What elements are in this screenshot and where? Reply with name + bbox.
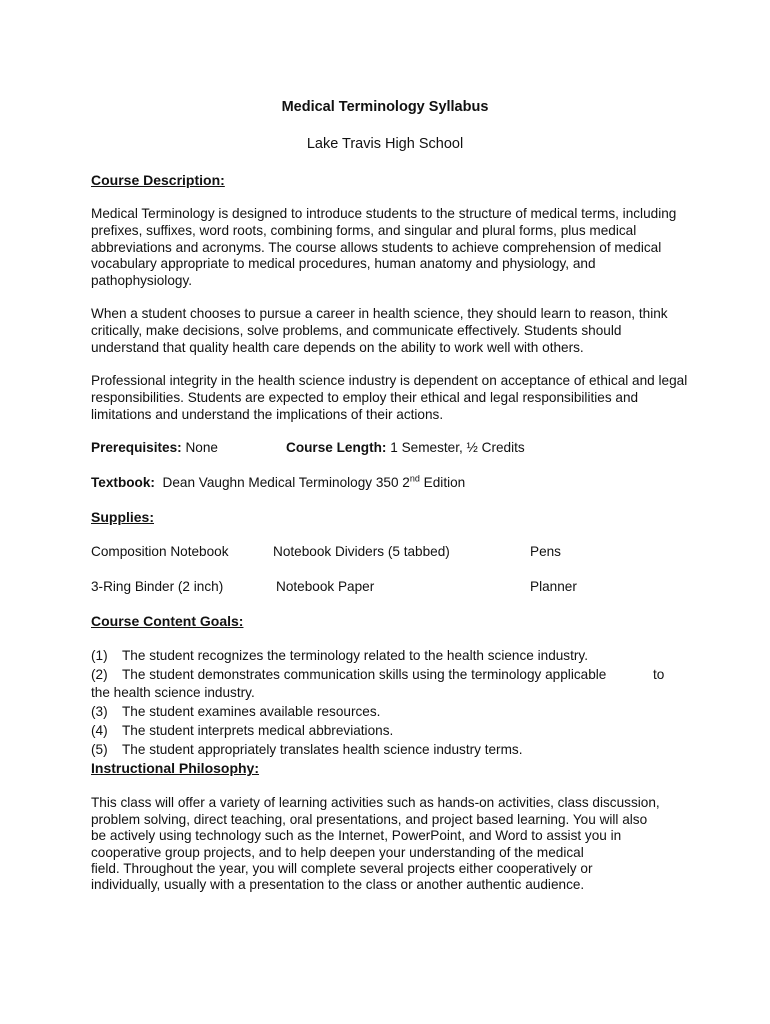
school-name: Lake Travis High School: [306, 136, 464, 152]
supplies-heading: Supplies:: [91, 509, 155, 525]
supply-item: Planner: [530, 579, 577, 594]
textbook-value: Dean Vaughn Medical Terminology 350 2: [154, 475, 410, 490]
goal-text: The student recognizes the terminology related to the health science industry.: [122, 648, 588, 663]
course-description-paragraph-1: Medical Terminology is designed to introduce students to the structure of medical terms, including prefixes, suffixes, word roots, combining forms, and singular and plural forms, plus medical abbreviations and acronyms. The course allows students to achieve comprehension of medical vocabulary appropriate to medical procedures, human anatomy and physiology, and pathophysiology.: [91, 206, 677, 289]
goal-number: (1): [91, 648, 108, 663]
goal-text-trailing: to: [653, 667, 665, 682]
document-title: Medical Terminology Syllabus: [281, 99, 489, 115]
textbook-label: Textbook:: [91, 475, 155, 490]
goal-text: The student demonstrates communication skills using the terminology applicable: [122, 667, 607, 682]
goal-item: [91, 742, 522, 757]
supply-item: Composition Notebook: [91, 544, 229, 559]
textbook-edition-suffix: Edition: [419, 475, 466, 490]
instructional-philosophy-heading: Instructional Philosophy:: [91, 760, 260, 776]
goal-item: [91, 667, 606, 682]
textbook: [91, 475, 465, 490]
philosophy-line: cooperative group projects, and to help deepen your understanding of the medical: [91, 845, 584, 860]
supply-item: 3-Ring Binder (2 inch): [91, 579, 224, 594]
course-length: [286, 440, 525, 455]
philosophy-line: field. Throughout the year, you will complete several projects either cooperatively or: [91, 861, 593, 876]
prerequisites-value: None: [181, 440, 218, 455]
philosophy-line: This class will offer a variety of learning activities such as hands-on activities, class discussion,: [91, 795, 660, 810]
goal-number: (5): [91, 742, 108, 757]
textbook-edition-superscript: nd: [409, 473, 420, 484]
goal-number: (4): [91, 723, 108, 738]
prerequisites: [91, 440, 218, 455]
supply-item: Pens: [530, 544, 561, 559]
supply-item: Notebook Dividers (5 tabbed): [273, 544, 450, 559]
goal-number: (2): [91, 667, 108, 682]
supply-item: Notebook Paper: [276, 579, 375, 594]
goal-text: The student appropriately translates health science industry terms.: [122, 742, 523, 757]
philosophy-line: be actively using technology such as the Internet, PowerPoint, and Word to assist you in: [91, 828, 622, 843]
goal-text: The student examines available resources.: [122, 704, 381, 719]
course-description-paragraph-2: When a student chooses to pursue a career in health science, they should learn to reason, think critically, make decisions, solve problems, and communicate effectively. Students should understand that quality health care depends on the ability to work well with others.: [91, 306, 668, 355]
goal-item: [91, 648, 588, 663]
goal-item: [91, 723, 393, 738]
goal-item: [91, 704, 380, 719]
course-description-heading: Course Description:: [91, 172, 225, 188]
goal-continuation: the health science industry.: [91, 685, 255, 700]
goal-number: (3): [91, 704, 108, 719]
course-length-value: 1 Semester, ½ Credits: [386, 440, 525, 455]
philosophy-line: individually, usually with a presentation to the class or another authentic audience.: [91, 877, 585, 892]
philosophy-line: problem solving, direct teaching, oral presentations, and project based learning. You will also: [91, 812, 648, 827]
goal-text: The student interprets medical abbreviations.: [122, 723, 394, 738]
prerequisites-label: Prerequisites:: [91, 440, 182, 455]
course-description-paragraph-3: Professional integrity in the health science industry is dependent on acceptance of ethical and legal responsibilities. Students are expected to employ their ethical and legal responsibilities and limitations and understand the implications of their actions.: [91, 373, 688, 422]
course-length-label: Course Length:: [286, 440, 387, 455]
course-content-goals-heading: Course Content Goals:: [91, 613, 244, 629]
